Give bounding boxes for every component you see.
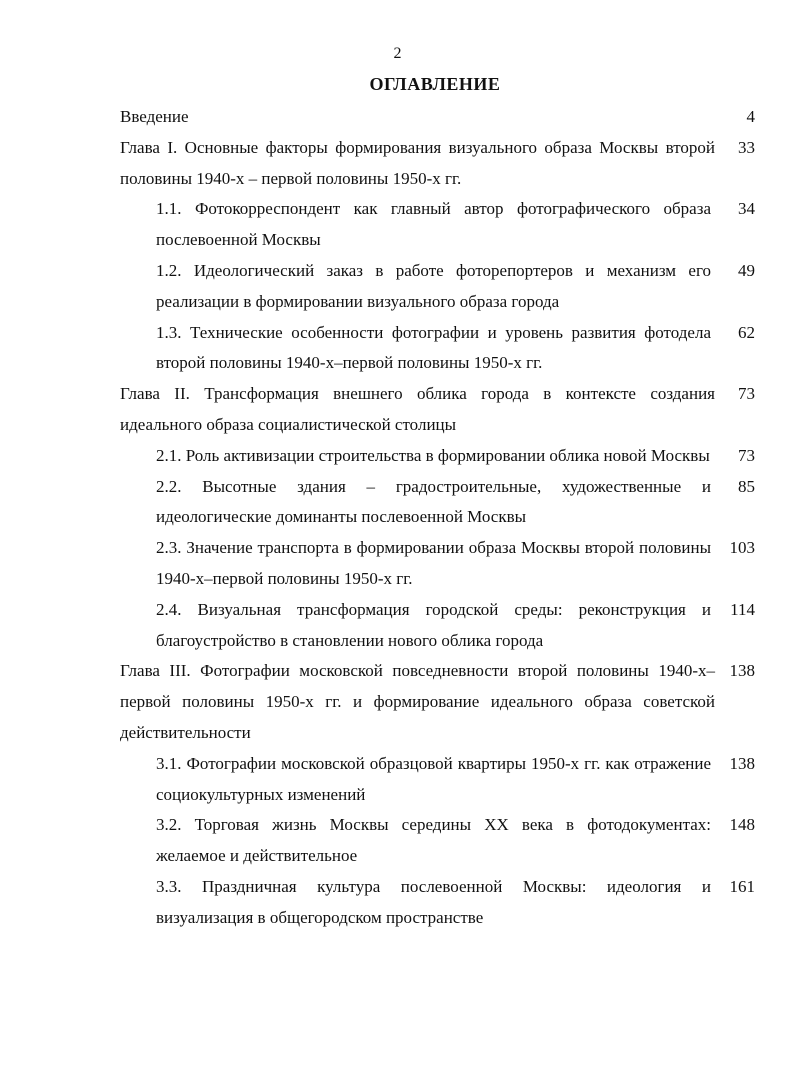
toc-entry-text: 1.3. Технические особенности фотографии и уровень развития фотодела второй половины 1940-х–первой половины 1950-х гг. — [156, 322, 711, 373]
toc-entry-chapter-1 — [120, 133, 795, 195]
toc-entry-page: 4 — [746, 107, 755, 126]
toc-entry-text: 3.3. Праздничная культура послевоенной Москвы: идеология и визуализация в общегородском пространстве — [156, 876, 711, 927]
toc-entry-text: Глава II. Трансформация внешнего облика города в контексте создания идеального образа социалистической столицы — [120, 384, 715, 434]
toc-entry-page: 114 — [730, 599, 755, 619]
table-of-contents — [0, 102, 795, 934]
toc-entry-section-2-4 — [156, 595, 795, 657]
toc-entry-text: Глава III. Фотографии московской повседневности второй половины 1940-х–первой половины 1950-х гг. и формирование идеального образа советской действительности — [120, 661, 715, 742]
toc-entry-section-2-2 — [156, 472, 795, 534]
toc-entry-page: 49 — [738, 260, 755, 280]
toc-entry-page: 34 — [738, 199, 755, 219]
toc-entry-text: 1.1. Фотокорреспондент как главный автор фотографического образа послевоенной Москвы — [156, 199, 711, 250]
toc-entry-page: 62 — [738, 322, 755, 342]
toc-entry-chapter-3 — [120, 656, 795, 748]
toc-entry-page: 73 — [738, 384, 755, 404]
toc-entry-page: 138 — [729, 661, 755, 681]
page-title: ОГЛАВЛЕНИЕ — [369, 74, 501, 94]
page-number: 2 — [393, 45, 402, 62]
toc-entry-section-1-1 — [156, 194, 795, 256]
toc-entry-text: 2.1. Роль активизации строительства в формировании облика новой Москвы — [156, 445, 710, 465]
toc-entry-text: 2.3. Значение транспорта в формировании образа Москвы второй половины 1940-х–первой половины 1950-х гг. — [156, 538, 711, 588]
toc-entry-section-3-3 — [156, 872, 795, 934]
toc-entry-section-3-2 — [156, 810, 795, 872]
toc-entry-text: 2.2. Высотные здания – градостроительные, художественные и идеологические доминанты послевоенной Москвы — [156, 476, 711, 527]
toc-entry-page: 33 — [738, 137, 755, 157]
toc-entry-text: 3.1. Фотографии московской образцовой квартиры 1950-х гг. как отражение социокультурных изменений — [156, 753, 711, 804]
toc-entry-text: Введение — [120, 107, 189, 126]
toc-entry-page: 161 — [729, 876, 755, 896]
toc-entry-section-3-1 — [156, 749, 795, 811]
toc-entry-section-2-3 — [156, 533, 795, 595]
toc-entry-page: 85 — [738, 476, 755, 496]
toc-entry-text: 3.2. Торговая жизнь Москвы середины XX века в фотодокументах: желаемое и действительное — [156, 815, 711, 866]
toc-entry-section-1-3 — [156, 318, 795, 380]
toc-entry-section-2-1 — [156, 441, 795, 472]
toc-entry-page: 103 — [729, 538, 755, 558]
toc-entry-text: 2.4. Визуальная трансформация городской среды: реконструкция и благоустройство в становлении нового облика города — [156, 599, 711, 650]
toc-entry-text: 1.2. Идеологический заказ в работе фоторепортеров и механизм его реализации в формировании визуального образа города — [156, 260, 711, 311]
toc-entry-section-1-2 — [156, 256, 795, 318]
toc-entry-text: Глава I. Основные факторы формирования визуального образа Москвы второй половины 1940-х – первой половины 1950-х гг. — [120, 137, 715, 188]
toc-entry-introduction — [120, 102, 795, 133]
toc-entry-chapter-2 — [120, 379, 795, 441]
toc-entry-page: 138 — [729, 753, 755, 773]
toc-entry-page: 73 — [738, 445, 755, 465]
toc-entry-page: 148 — [729, 815, 755, 835]
